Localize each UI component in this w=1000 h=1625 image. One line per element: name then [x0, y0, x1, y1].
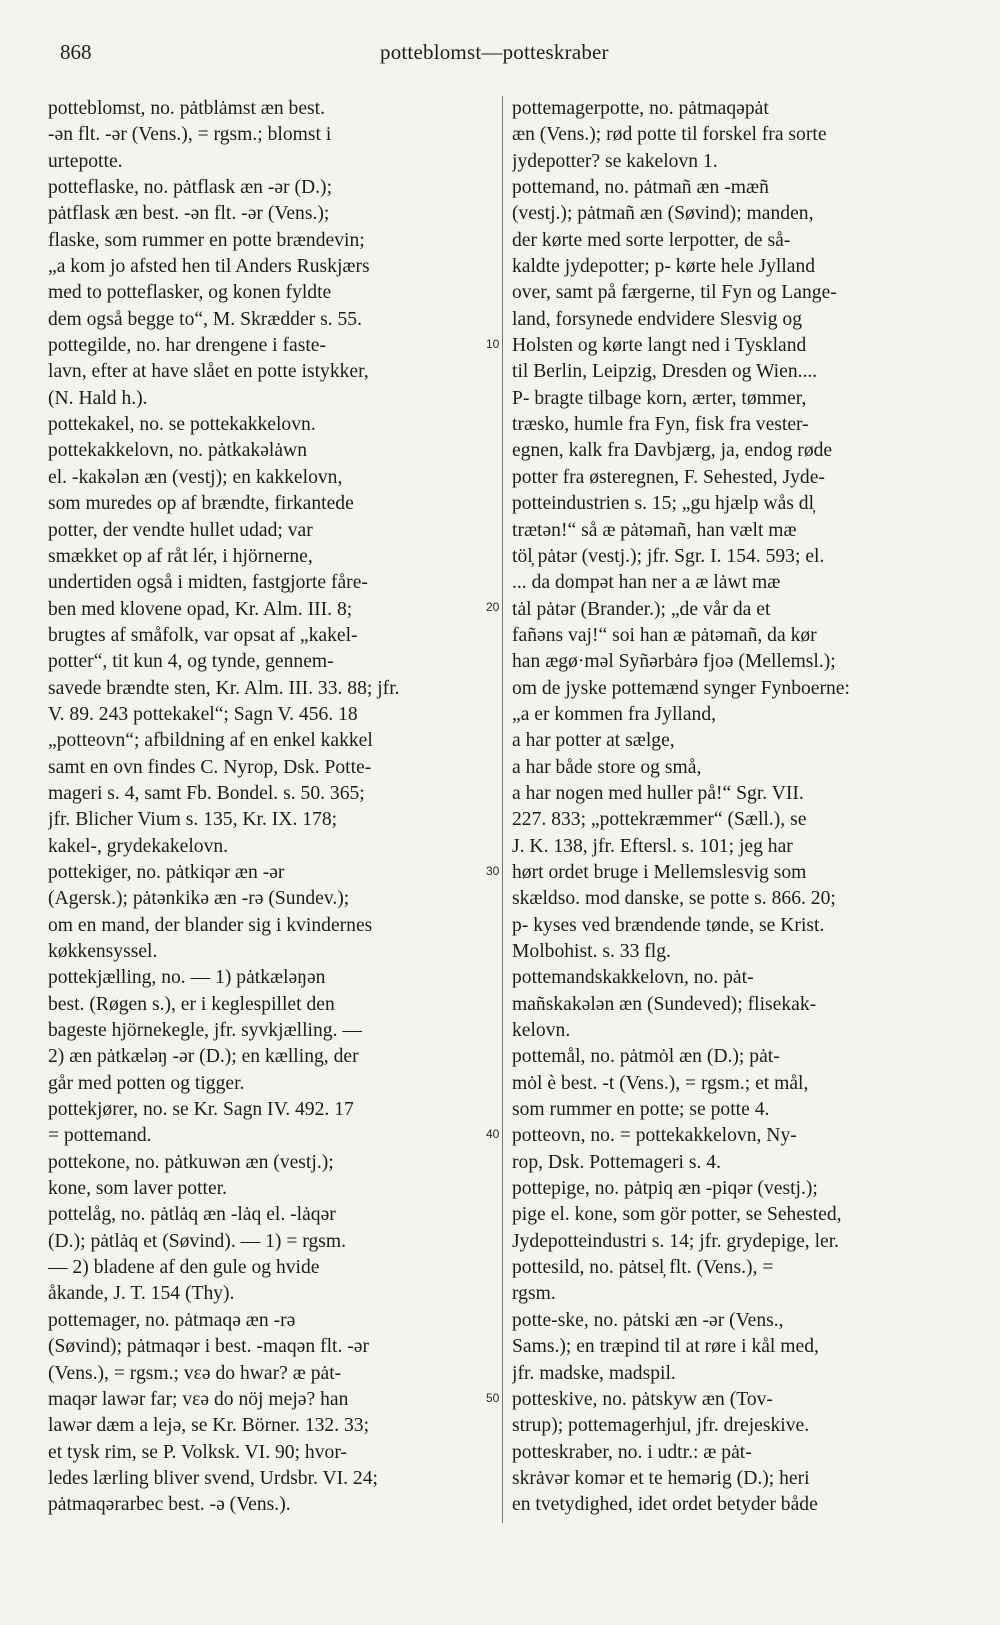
text-line: åkande, J. T. 154 (Thy). — [48, 1283, 235, 1305]
text-line: potteskraber, no. i udtr.: æ pȧt- — [512, 1441, 752, 1463]
text-line: pottemål, no. pȧtmȯl æn (D.); pȧt- — [512, 1046, 780, 1068]
text-line: land, forsynede endvidere Slesvig og — [512, 308, 803, 330]
text-line: (D.); pȧtlȧq et (Søvind). — 1) = rgsm. — [48, 1230, 347, 1252]
text-line: pige el. kone, som gör potter, se Sehested, — [512, 1204, 842, 1226]
text-line: Holsten og kørte langt ned i Tyskland — [512, 335, 807, 357]
text-line: „potteovn“; afbildning af en enkel kakkel — [48, 730, 373, 752]
text-line: pottekjører, no. se Kr. Sagn IV. 492. 17 — [48, 1099, 354, 1121]
text-line: undertiden også i midten, fastgjorte fåre- — [48, 572, 368, 594]
page-header — [60, 40, 940, 70]
text-line: kelovn. — [512, 1020, 571, 1042]
text-line: J. K. 138, jfr. Eftersl. s. 101; jeg har — [512, 835, 793, 857]
text-line: Molbohist. s. 33 flg. — [512, 941, 671, 962]
text-line: urtepotte. — [48, 150, 123, 172]
text-line: mañskakələn æn (Sundeved); flisekak- — [512, 993, 817, 1015]
text-line: töl̦ pȧtər (vestj.); jfr. Sgr. I. 154. 593; el. — [512, 545, 825, 567]
text-line: kakel-, grydekakelovn. — [48, 835, 229, 857]
text-line: kaldte jydepotter; p- kørte hele Jylland — [512, 256, 816, 278]
text-line: pottegilde, no. har drengene i faste- — [48, 335, 327, 357]
text-line: 227. 833; „pottekræmmer“ (Sæll.), se — [512, 809, 807, 831]
text-line: potte-ske, no. pȧtski æn -ər (Vens., — [512, 1309, 784, 1331]
text-line: dem også begge to“, M. Skrædder s. 55. — [48, 308, 362, 330]
line-number: 40 — [486, 1127, 500, 1141]
text-line: pottekone, no. pȧtkuwən æn (vestj.); — [48, 1151, 334, 1173]
line-number: 10 — [486, 337, 500, 351]
text-line: a har både store og små, — [512, 756, 702, 778]
text-line: best. (Røgen s.), er i keglespillet den — [48, 993, 335, 1015]
text-line: som rummer en potte; se potte 4. — [512, 1099, 770, 1121]
text-line: pottesild, no. pȧtsel̦ flt. (Vens.), = — [512, 1257, 774, 1279]
text-line: til Berlin, Leipzig, Dresden og Wien.... — [512, 361, 818, 383]
text-line: skrȧvər komər et te hemərig (D.); heri — [512, 1467, 810, 1489]
text-line: potteblomst, no. pȧtblȧmst æn best. — [48, 98, 326, 119]
text-line: pȧtmaqərarbec best. -ə (Vens.). — [48, 1494, 291, 1516]
text-line: om en mand, der blander sig i kvindernes — [48, 914, 373, 936]
text-line: strup); pottemagerhjul, jfr. drejeskive. — [512, 1415, 810, 1437]
text-line: maqər lawər far; vεə do nöj mejə? han — [48, 1388, 349, 1410]
left-column — [48, 96, 496, 1519]
text-line: pottekakel, no. se pottekakkelovn. — [48, 414, 316, 436]
text-line: p- kyses ved brændende tønde, se Krist. — [512, 914, 825, 936]
text-line: æn (Vens.); rød potte til forskel fra sorte — [512, 124, 827, 146]
text-line: pottemager, no. pȧtmaqə æn -rə — [48, 1309, 296, 1331]
text-line: om de jyske pottemænd synger Fynboerne: — [512, 677, 850, 699]
text-line: (vestj.); pȧtmañ æn (Søvind); manden, — [512, 203, 814, 225]
text-line: Jydepotteindustri s. 14; jfr. grydepige, ler. — [512, 1230, 840, 1252]
text-line: pottekakkelovn, no. pȧtkakəlȧwn — [48, 440, 307, 462]
text-line: (Vens.), = rgsm.; vεə do hwar? æ pȧt- — [48, 1362, 342, 1384]
text-line: P- bragte tilbage korn, ærter, tømmer, — [512, 387, 807, 409]
text-line: fañəns vaj!“ soi han æ pȧtəmañ, da kør — [512, 624, 817, 646]
text-line: rgsm. — [512, 1283, 556, 1305]
text-line: pottemand, no. pȧtmañ æn -mæñ — [512, 177, 769, 199]
text-line: mȯl è best. -t (Vens.), = rgsm.; et mål, — [512, 1072, 809, 1094]
line-number: 20 — [486, 600, 500, 614]
text-line: der kørte med sorte lerpotter, de så- — [512, 229, 791, 251]
text-line: trætən!“ så æ pȧtəmañ, han vælt mæ — [512, 519, 797, 541]
text-line: tȧl pȧtər (Brander.); „de vår da et — [512, 598, 771, 620]
text-line: med to potteflasker, og konen fyldte — [48, 282, 332, 304]
text-line: savede brændte sten, Kr. Alm. III. 33. 88; jfr. — [48, 677, 400, 699]
text-line: ben med klovene opad, Kr. Alm. III. 8; — [48, 598, 353, 620]
text-line: el. -kakələn æn (vestj); en kakkelovn, — [48, 466, 343, 488]
text-line: som muredes op af brændte, firkantede — [48, 493, 354, 515]
text-line: potteovn, no. = pottekakkelovn, Ny- — [512, 1125, 797, 1147]
text-line: pottepige, no. pȧtpiq æn -piqər (vestj.); — [512, 1178, 818, 1200]
text-line: potteflaske, no. pȧtflask æn -ər (D.); — [48, 177, 333, 199]
page-number: 868 — [60, 40, 92, 64]
text-line: a har potter at sælge, — [512, 730, 675, 752]
text-line: træsko, humle fra Fyn, fisk fra vester- — [512, 414, 809, 436]
text-line: en tvetydighed, idet ordet betyder både — [512, 1494, 818, 1516]
text-line: potter, der vendte hullet udad; var — [48, 519, 313, 541]
running-head: potteblomst—potteskraber — [380, 40, 609, 64]
text-line: potter“, tit kun 4, og tynde, gennem- — [48, 651, 334, 673]
line-number: 30 — [486, 864, 500, 878]
text-line: et tysk rim, se P. Volksk. VI. 90; hvor- — [48, 1441, 347, 1463]
text-line: flaske, som rummer en potte brændevin; — [48, 229, 365, 251]
text-line: mageri s. 4, samt Fb. Bondel. s. 50. 365; — [48, 782, 365, 804]
text-line: (Søvind); pȧtmaqər i best. -maqən flt. -ər — [48, 1336, 370, 1358]
text-line: lawər dæm a lejə, se Kr. Börner. 132. 33; — [48, 1415, 370, 1437]
text-line: over, samt på færgerne, til Fyn og Lange- — [512, 282, 837, 304]
text-line: ... da dompət han ner a æ lȧwt mæ — [512, 572, 781, 594]
text-line: potteindustrien s. 15; „gu hjælp wås dl̦ — [512, 493, 815, 515]
right-column — [512, 96, 964, 1519]
text-line: egnen, kalk fra Davbjærg, ja, endog røde — [512, 440, 833, 462]
text-line: smækket op af råt lér, i hjörnerne, — [48, 545, 313, 567]
text-line: „a er kommen fra Jylland, — [512, 703, 717, 725]
text-line: køkkensyssel. — [48, 941, 158, 962]
text-line: pottelåg, no. pȧtlȧq æn -lȧq el. -lȧqər — [48, 1204, 336, 1226]
text-line: pȧtflask æn best. -ən flt. -ər (Vens.); — [48, 203, 330, 225]
text-line: jfr. madske, madspil. — [512, 1362, 676, 1384]
text-line: samt en ovn findes C. Nyrop, Dsk. Potte- — [48, 756, 372, 778]
text-line: ledes lærling bliver svend, Urdsbr. VI. 24; — [48, 1467, 378, 1489]
text-line: V. 89. 243 pottekakel“; Sagn V. 456. 18 — [48, 703, 358, 725]
column-divider — [502, 96, 503, 1523]
text-line: — 2) bladene af den gule og hvide — [48, 1257, 320, 1279]
text-line: pottemandskakkelovn, no. pȧt- — [512, 967, 754, 989]
text-line: -ən flt. -ər (Vens.), = rgsm.; blomst i — [48, 124, 332, 146]
text-line: pottekjælling, no. — 1) pȧtkæləŋən — [48, 967, 326, 989]
text-line: han ægø·məl Syñərbȧrə fjoə (Mellemsl.); — [512, 651, 836, 673]
text-line: pottekiger, no. pȧtkiqər æn -ər — [48, 861, 285, 883]
text-line: jydepotter? se kakelovn 1. — [512, 150, 718, 172]
text-line: pottemagerpotte, no. pȧtmaqəpȧt — [512, 98, 769, 119]
text-line: kone, som laver potter. — [48, 1178, 228, 1200]
text-line: lavn, efter at have slået en potte istykker, — [48, 361, 369, 383]
line-number: 50 — [486, 1391, 500, 1405]
text-line: jfr. Blicher Vium s. 135, Kr. IX. 178; — [48, 809, 338, 831]
text-line: a har nogen med huller på!“ Sgr. VII. — [512, 782, 804, 804]
text-line: Sams.); en træpind til at røre i kål med, — [512, 1336, 819, 1358]
text-line: potteskive, no. pȧtskyw æn (Tov- — [512, 1388, 773, 1410]
text-line: rop, Dsk. Pottemageri s. 4. — [512, 1151, 721, 1173]
text-line: (Agersk.); pȧtənkikə æn -rə (Sundev.); — [48, 888, 350, 910]
text-line: skældso. mod danske, se potte s. 866. 20; — [512, 888, 836, 910]
text-line: 2) æn pȧtkæləŋ -ər (D.); en kælling, der — [48, 1046, 359, 1068]
text-line: hørt ordet bruge i Mellemslesvig som — [512, 861, 807, 883]
text-line: (N. Hald h.). — [48, 387, 148, 409]
text-line: „a kom jo afsted hen til Anders Ruskjærs — [48, 256, 370, 278]
text-line: = pottemand. — [48, 1125, 152, 1147]
text-line: potter fra østeregnen, F. Sehested, Jyde- — [512, 466, 825, 488]
text-line: går med potten og tigger. — [48, 1072, 245, 1094]
text-line: brugtes af småfolk, var opsat af „kakel- — [48, 624, 358, 646]
text-line: bageste hjörnekegle, jfr. syvkjælling. — — [48, 1020, 362, 1042]
